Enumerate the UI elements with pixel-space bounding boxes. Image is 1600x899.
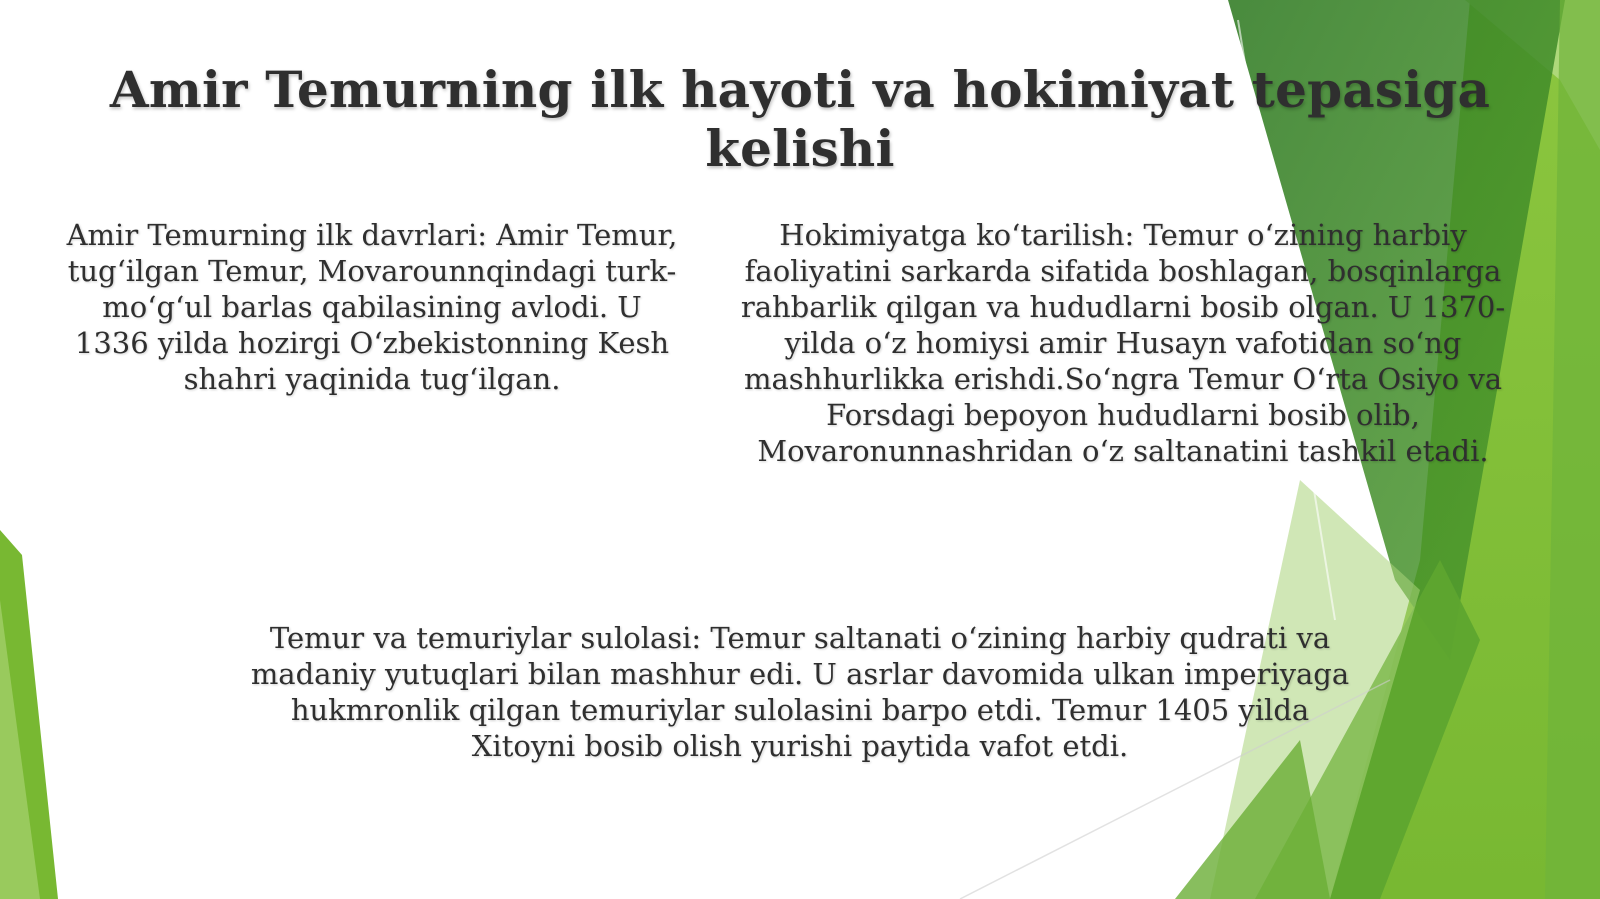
dynasty-paragraph: Temur va temuriylar sulolasi: Temur saltanati o‘zining harbiy qudrati va madaniy yutuqlari bilan mashhur edi. U asrlar davomida ulkan imperiyaga hukmronlik qilgan temuriylar sulolasini barpo etdi. Temur 1405 yilda Xitoyni bosib olish yurishi paytida vafot etdi. [250, 621, 1350, 763]
slide-title: Amir Temurning ilk hayoti va hokimiyat tepasiga kelishi [109, 60, 1491, 178]
rise-to-power-paragraph: Hokimiyatga ko‘tarilish: Temur o‘zining harbiy faoliyatini sarkarda sifatida boshlagan, bosqinlarga rahbarlik qilgan va hududlarni bosib olgan. U 1370-yilda o‘z homiysi amir Husayn vafotidan so‘ng mashhurlikka erishdi.So‘ngra Temur O‘rta Osiyo va Forsdagi bepoyon hududlarni bosib olib, Movaronunnashridan o‘z saltanatini tashkil etadi. [740, 218, 1506, 468]
early-life-paragraph: Amir Temurning ilk davrlari: Amir Temur, tug‘ilgan Temur, Movarounnqindagi turk-mo‘g‘ul barlas qabilasining avlodi. U 1336 yilda hozirgi O‘zbekistonning Kesh shahri yaqinida tug‘ilgan. [66, 218, 678, 396]
